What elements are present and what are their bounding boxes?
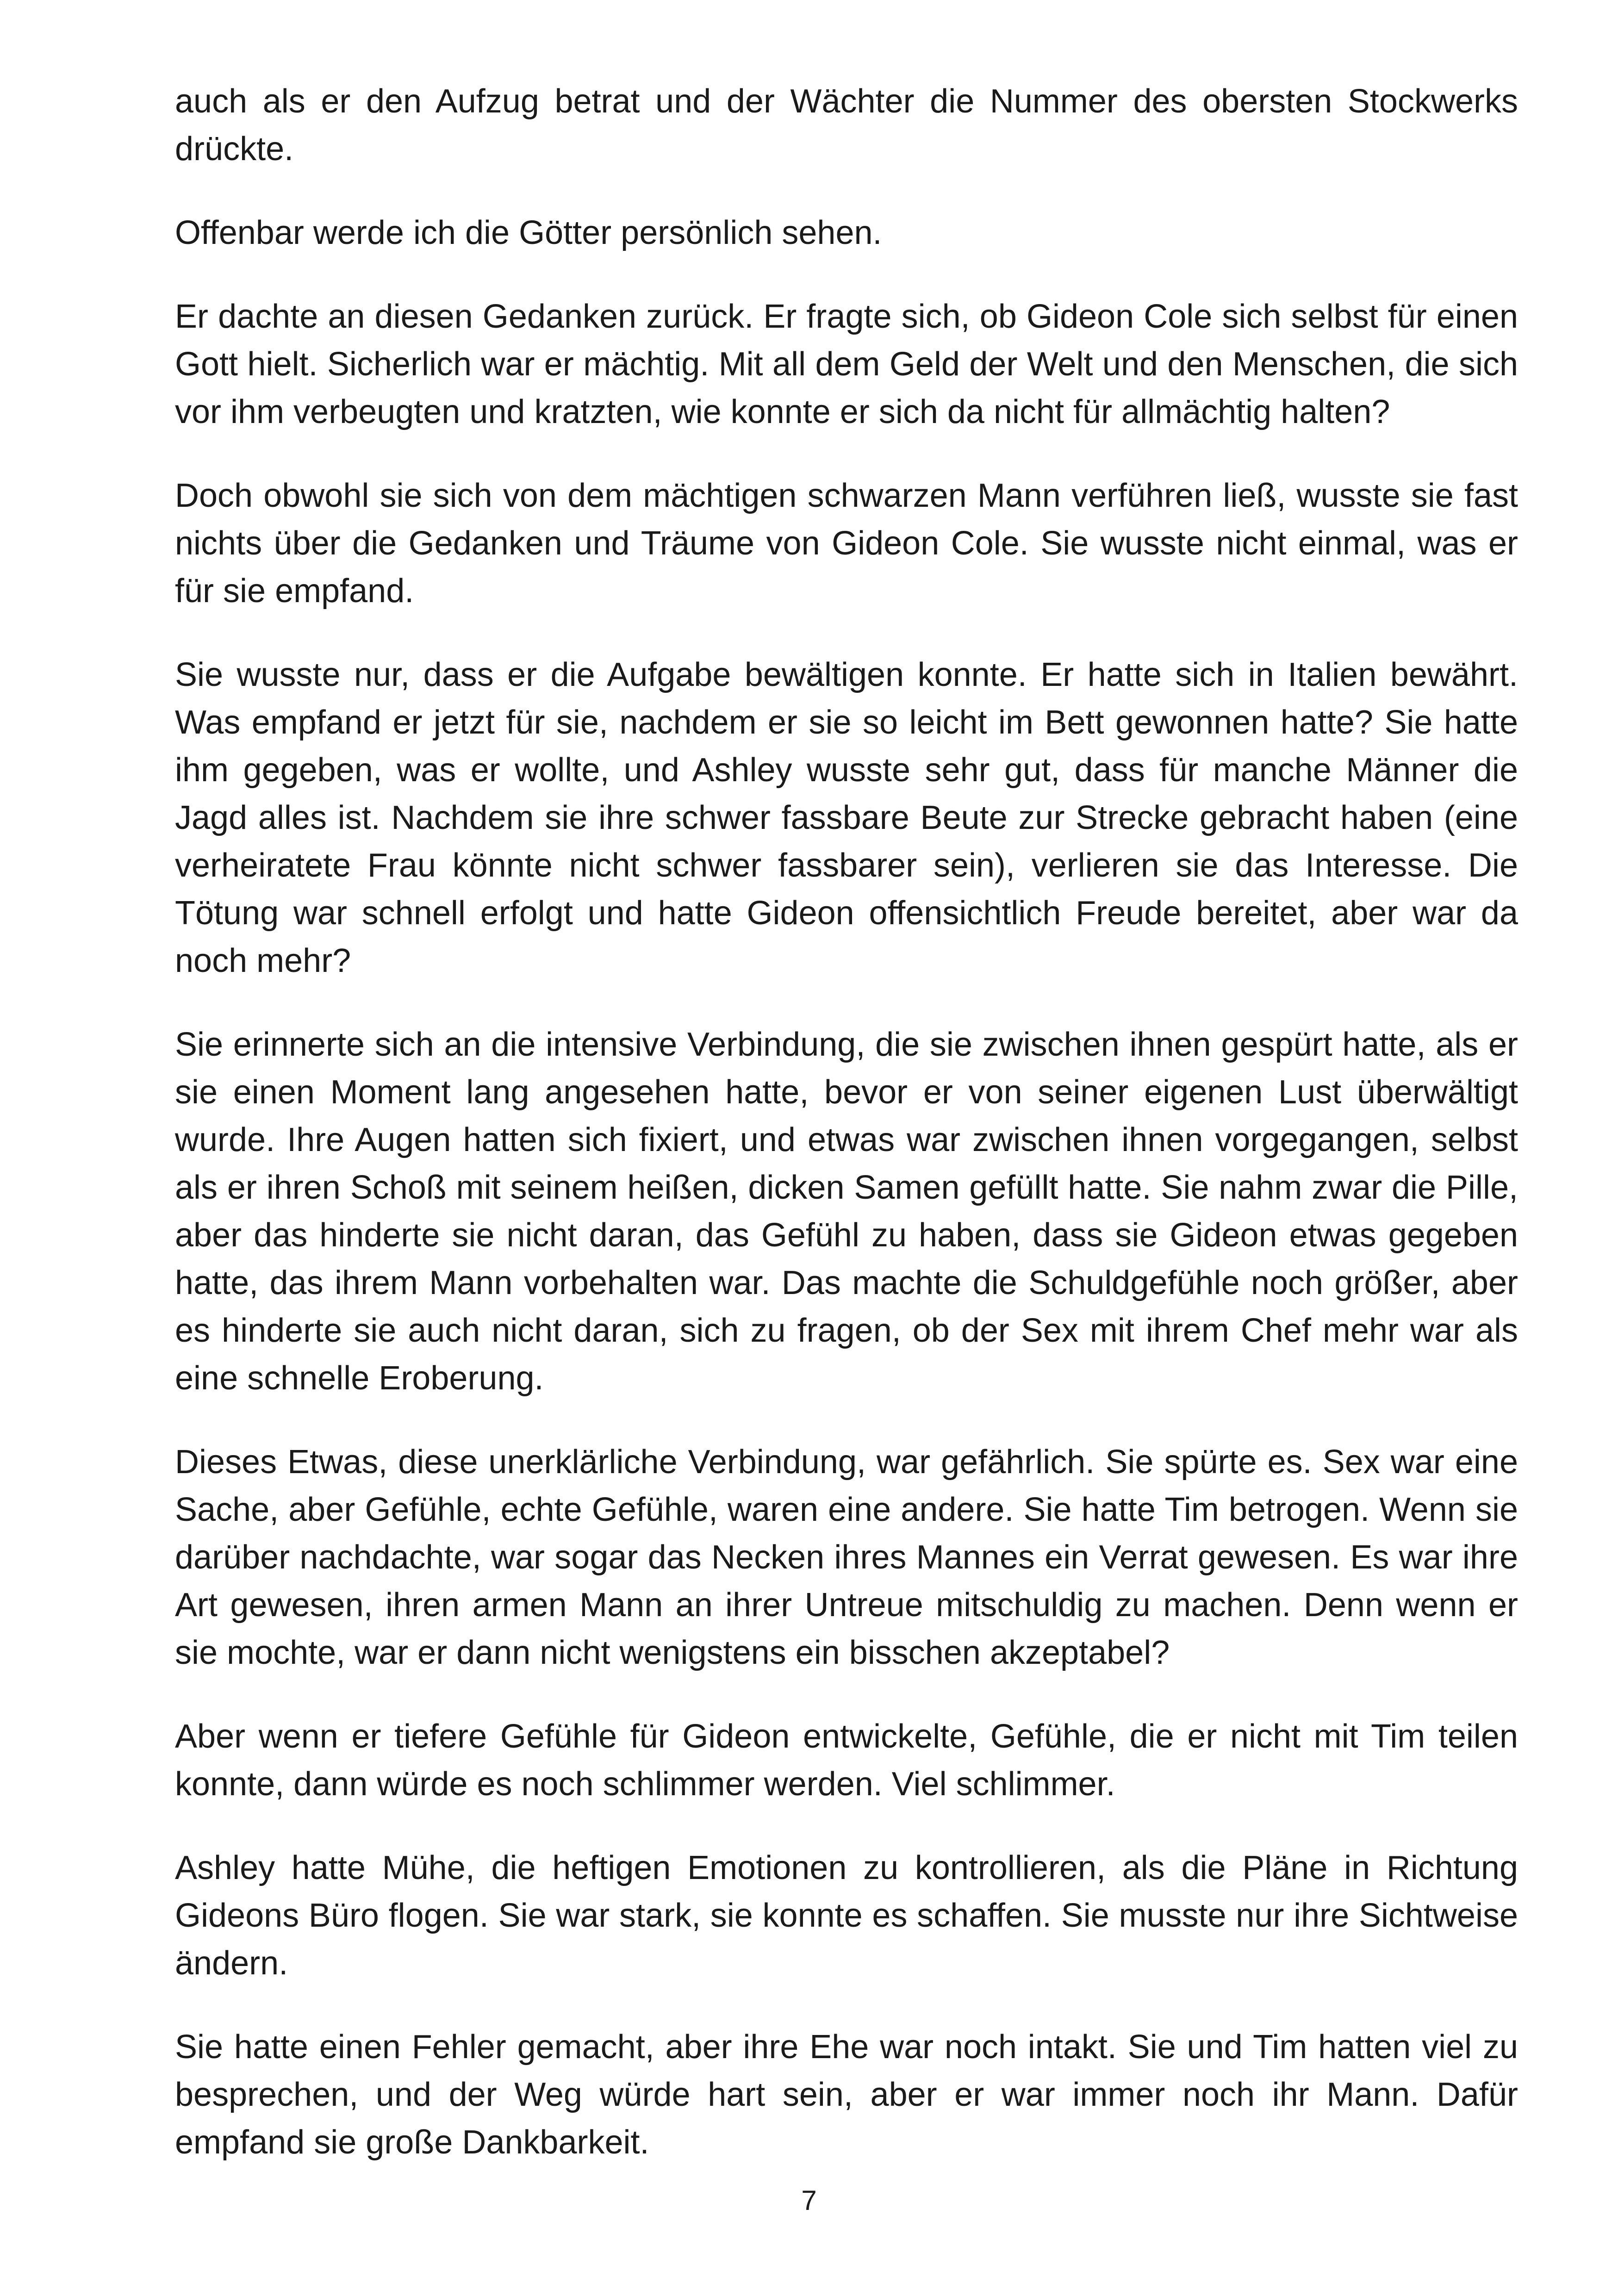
- page-number: 7: [801, 2185, 817, 2216]
- paragraph-2: Offenbar werde ich die Götter persönlich sehen.: [175, 214, 882, 251]
- paragraph-7: Dieses Etwas, diese unerklärliche Verbindung, war gefährlich. Sie spürte es. Sex war eine Sache, aber Gefühle, echte Gefühle, waren eine andere. Sie hatte Tim betrogen. Wenn sie darüber nachdachte, war sogar das Necken ihres Mannes ein Verrat gewesen. Es war ihre Art gewesen, ihren armen Mann an ihrer Untreue mitschuldig zu machen. Denn wenn er sie mochte, war er dann nicht wenigstens ein bisschen akzeptabel?: [175, 1444, 1518, 1671]
- paragraph-6: Sie erinnerte sich an die intensive Verbindung, die sie zwischen ihnen gespürt hatte, als er sie einen Moment lang angesehen hatte, bevor er von seiner eigenen Lust überwältigt wurde. Ihre Augen hatten sich fixiert, und etwas war zwischen ihnen vorgegangen, selbst als er ihren Schoß mit seinem heißen, dicken Samen gefüllt hatte. Sie nahm zwar die Pille, aber das hinderte sie nicht daran, das Gefühl zu haben, dass sie Gideon etwas gegeben hatte, das ihrem Mann vorbehalten war. Das machte die Schuldgefühle noch größer, aber es hinderte sie auch nicht daran, sich zu fragen, ob der Sex mit ihrem Chef mehr war als eine schnelle Eroberung.: [175, 1026, 1518, 1397]
- paragraph-9: Ashley hatte Mühe, die heftigen Emotionen zu kontrollieren, als die Pläne in Richtung Gideons Büro flogen. Sie war stark, sie konnte es schaffen. Sie musste nur ihre Sichtweise ändern.: [175, 1849, 1518, 1982]
- paragraph-1: auch als er den Aufzug betrat und der Wächter die Nummer des obersten Stockwerks drückte.: [175, 83, 1518, 168]
- paragraph-3: Er dachte an diesen Gedanken zurück. Er fragte sich, ob Gideon Cole sich selbst für einen Gott hielt. Sicherlich war er mächtig. Mit all dem Geld der Welt und den Menschen, die sich vor ihm verbeugten und kratzten, wie konnte er sich da nicht für allmächtig halten?: [175, 298, 1518, 430]
- paragraph-8: Aber wenn er tiefere Gefühle für Gideon entwickelte, Gefühle, die er nicht mit Tim teilen konnte, dann würde es noch schlimmer werden. Viel schlimmer.: [175, 1718, 1518, 1803]
- paragraph-5: Sie wusste nur, dass er die Aufgabe bewältigen konnte. Er hatte sich in Italien bewährt. Was empfand er jetzt für sie, nachdem er sie so leicht im Bett gewonnen hatte? Sie hatte ihm gegeben, was er wollte, und Ashley wusste sehr gut, dass für manche Männer die Jagd alles ist. Nachdem sie ihre schwer fassbare Beute zur Strecke gebracht haben (eine verheiratete Frau könnte nicht schwer fassbarer sein), verlieren sie das Interesse. Die Tötung war schnell erfolgt und hatte Gideon offensichtlich Freude bereitet, aber war da noch mehr?: [175, 656, 1518, 979]
- paragraph-4: Doch obwohl sie sich von dem mächtigen schwarzen Mann verführen ließ, wusste sie fast nichts über die Gedanken und Träume von Gideon Cole. Sie wusste nicht einmal, was er für sie empfand.: [175, 477, 1518, 610]
- paragraph-10: Sie hatte einen Fehler gemacht, aber ihre Ehe war noch intakt. Sie und Tim hatten viel zu besprechen, und der Weg würde hart sein, aber er war immer noch ihr Mann. Dafür empfand sie große Dankbarkeit.: [175, 2028, 1518, 2161]
- body-text: [175, 78, 1518, 2203]
